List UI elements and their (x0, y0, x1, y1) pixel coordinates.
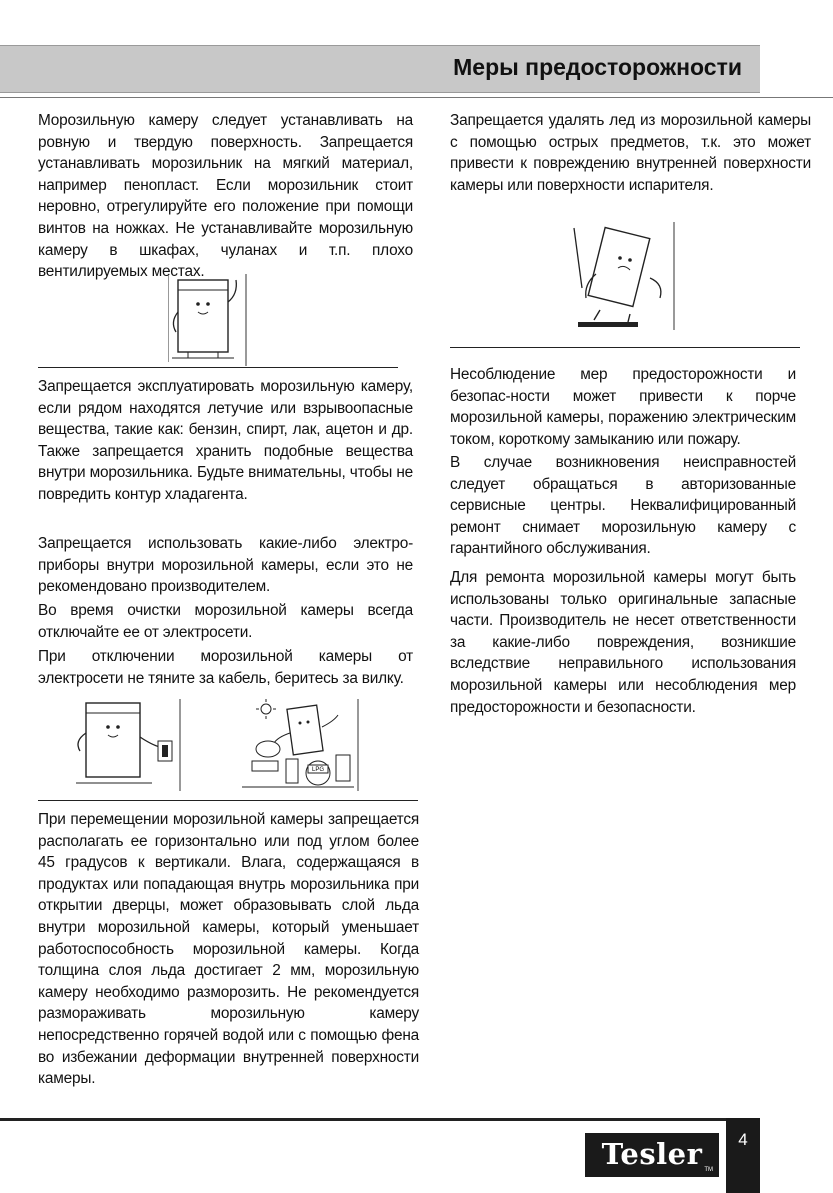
text-appliances: Запрещается использовать какие-либо электро-приборы внутри морозильной камеры, если это не рекомендовано производителем. (38, 535, 413, 596)
header-bar (0, 45, 760, 93)
trademark-mark: TM (704, 1167, 713, 1173)
text-ice-removal: Запрещается удалять лед из морозильной камеры с помощью острых предметов, т.к. это может привести к повреждению внутренней поверхности камеры или поверхности испарителя. (450, 112, 811, 194)
divider (38, 367, 398, 368)
text-flammable: Запрещается эксплуатировать морозильную камеру, если рядом находятся летучие или взрывоопасные вещества, такие как: бензин, спирт, лак, ацетон и др. Также запрещается хранить подобные вещества внутри морозильника. Будьте внимательны, чтобы не повредить контур хладагента. (38, 378, 413, 503)
text-service-centers: В случае возникновения неисправностей следует обращаться в авторизованные сервисные центры. Неквалифицированный ремонт снимает морозильную камеру с гарантийного обслуживания. (450, 454, 796, 558)
divider (450, 347, 800, 348)
text-cleaning: Во время очистки морозильной камеры всегда отключайте ее от электросети. (38, 602, 413, 641)
illustration-ice-removal (570, 218, 680, 334)
illustration-freezer-level (168, 272, 258, 366)
lpg-label: LPG (311, 767, 325, 773)
page-title: Меры предосторожности (453, 54, 742, 80)
illustration-flammables (238, 697, 363, 793)
illustration-freezer-plug (72, 697, 192, 793)
text-installation: Морозильную камеру следует устанавливать на ровную и твердую поверхность. Запрещается устанавливать морозильник на мягкий материал, например пенопласт. Если морозильник стоит неровно, отрегулируйте его положение при помощи винтов на ножках. Не устанавливайте морозильную камеру в шкафах, чуланах и т.п. плохо вентилируемых местах. (38, 112, 413, 281)
text-transport-defrost: При перемещении морозильной камеры запрещается располагать ее горизонтально или под углом более 45 градусов к вертикали. Влага, содержащаяся в продуктах или попадающая внутрь морозильника при открытии дверцы, может образовывать слой льда внутри морозильной камеры, который уменьшает работоспособность морозильной камеры. Когда толщина слоя льда достигает 2 мм, морозильную камеру необходимо разморозить. Не рекомендуется размораживать морозильную камеру непосредственно горячей водой или с помощью фена во избежании деформации внутренней поверхности камеры. (38, 811, 419, 1088)
brand-logo (585, 1133, 719, 1177)
text-unplug: При отключении морозильной камеры от электросети не тяните за кабель, беритесь за вилку. (38, 648, 413, 687)
page-number: 4 (738, 1130, 748, 1149)
page-number-tab (726, 1118, 760, 1193)
text-original-parts: Для ремонта морозильной камеры могут быть использованы только оригинальные запасные части. Производитель не несет ответственности за какие-либо повреждения, возникшие вследствие неправильного использования морозильной камеры или несоблюдения мер предосторожности и безопасности. (450, 569, 796, 716)
text-warning-consequences: Несоблюдение мер предосторожности и безопас-ности может привести к порче морозильной камеры, поражению электрическим током, короткому замыканию или пожару. (450, 366, 796, 448)
divider (38, 800, 418, 801)
brand-name: Tesler (601, 1137, 703, 1171)
header-rule (0, 97, 833, 98)
footer-bar (0, 1118, 760, 1121)
